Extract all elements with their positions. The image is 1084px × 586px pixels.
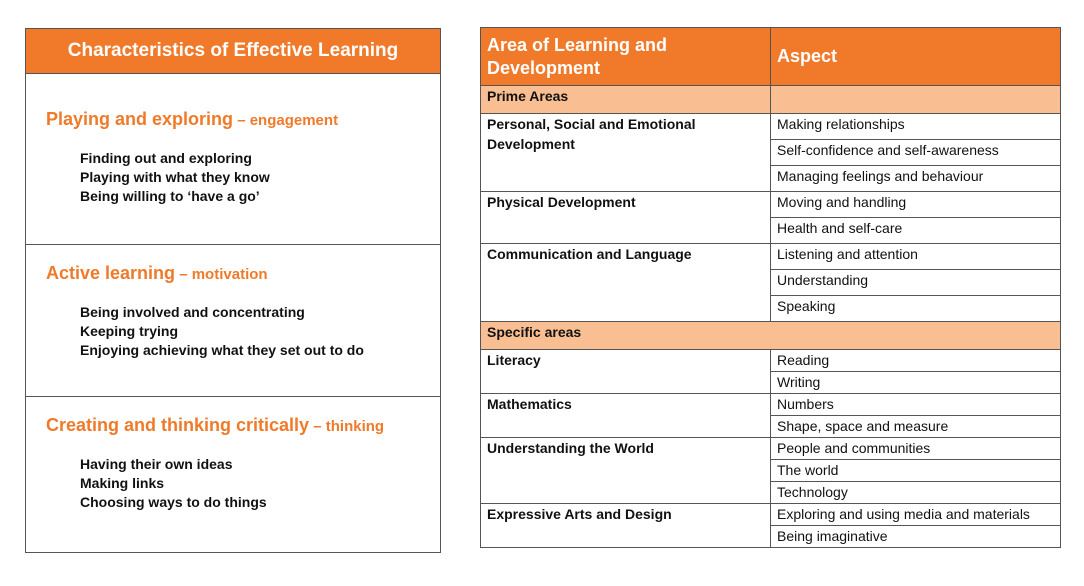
aspect-cell: Making relationships (771, 114, 1061, 140)
table-row (481, 350, 1061, 372)
aspect-cell: Technology (771, 482, 1061, 504)
list-item: Making links (80, 475, 165, 491)
aspect-cell: Speaking (771, 296, 1061, 322)
aspect-cell: Understanding (771, 270, 1061, 296)
section-active-learning (26, 244, 440, 396)
table-header-row (481, 28, 1061, 86)
list-item: Enjoying achieving what they set out to do (80, 342, 364, 358)
section-heading (46, 109, 338, 130)
list-item: Being involved and concentrating (80, 304, 305, 320)
aspect-cell: People and communities (771, 438, 1061, 460)
table-row (481, 504, 1061, 526)
list-item: Playing with what they know (80, 169, 270, 185)
table-row (481, 192, 1061, 218)
aspect-cell: The world (771, 460, 1061, 482)
table-row (481, 438, 1061, 460)
table-row (481, 244, 1061, 270)
section-playing-exploring (26, 73, 440, 244)
section-title: Active learning (46, 263, 176, 283)
area-cell: Physical Development (481, 192, 771, 244)
panel-title: Characteristics of Effective Learning (26, 29, 440, 74)
list-item: Having their own ideas (80, 456, 233, 472)
band-prime-areas (481, 86, 1061, 114)
area-cell: Communication and Language (481, 244, 771, 322)
aspect-cell: Reading (771, 350, 1061, 372)
aspect-cell: Shape, space and measure (771, 416, 1061, 438)
section-items (80, 303, 364, 360)
list-item: Being willing to ‘have a go’ (80, 188, 260, 204)
band-specific-areas (481, 322, 1061, 350)
band-label: Specific areas (481, 322, 1061, 350)
list-item: Choosing ways to do things (80, 494, 267, 510)
area-cell: Understanding the World (481, 438, 771, 504)
aspect-cell: Managing feelings and behaviour (771, 166, 1061, 192)
aspect-cell: Exploring and using media and materials (771, 504, 1061, 526)
band-label: Prime Areas (481, 86, 771, 114)
effective-learning-panel (25, 28, 441, 553)
section-creating-thinking (26, 396, 440, 552)
aspect-cell: Listening and attention (771, 244, 1061, 270)
section-items (80, 149, 270, 206)
area-cell: Personal, Social and Emotional Development (481, 114, 771, 192)
section-heading (46, 415, 384, 436)
section-subtitle: – motivation (175, 266, 268, 283)
learning-areas-table (480, 27, 1061, 548)
section-subtitle: – engagement (233, 112, 339, 129)
header-area: Area of Learning and Development (481, 28, 771, 86)
section-heading (46, 263, 268, 284)
section-subtitle: – thinking (309, 418, 385, 435)
area-cell: Expressive Arts and Design (481, 504, 771, 548)
band-empty (771, 86, 1061, 114)
aspect-cell: Numbers (771, 394, 1061, 416)
aspect-cell: Health and self-care (771, 218, 1061, 244)
section-title: Playing and exploring (46, 109, 234, 129)
aspect-cell: Being imaginative (771, 526, 1061, 548)
section-items (80, 455, 267, 512)
aspect-cell: Self-confidence and self-awareness (771, 140, 1061, 166)
section-title: Creating and thinking critically (46, 415, 310, 435)
list-item: Finding out and exploring (80, 150, 252, 166)
aspect-cell: Moving and handling (771, 192, 1061, 218)
aspect-cell: Writing (771, 372, 1061, 394)
table-row (481, 114, 1061, 140)
header-aspect: Aspect (771, 28, 1061, 86)
table-row (481, 394, 1061, 416)
area-cell: Mathematics (481, 394, 771, 438)
list-item: Keeping trying (80, 323, 179, 339)
area-cell: Literacy (481, 350, 771, 394)
